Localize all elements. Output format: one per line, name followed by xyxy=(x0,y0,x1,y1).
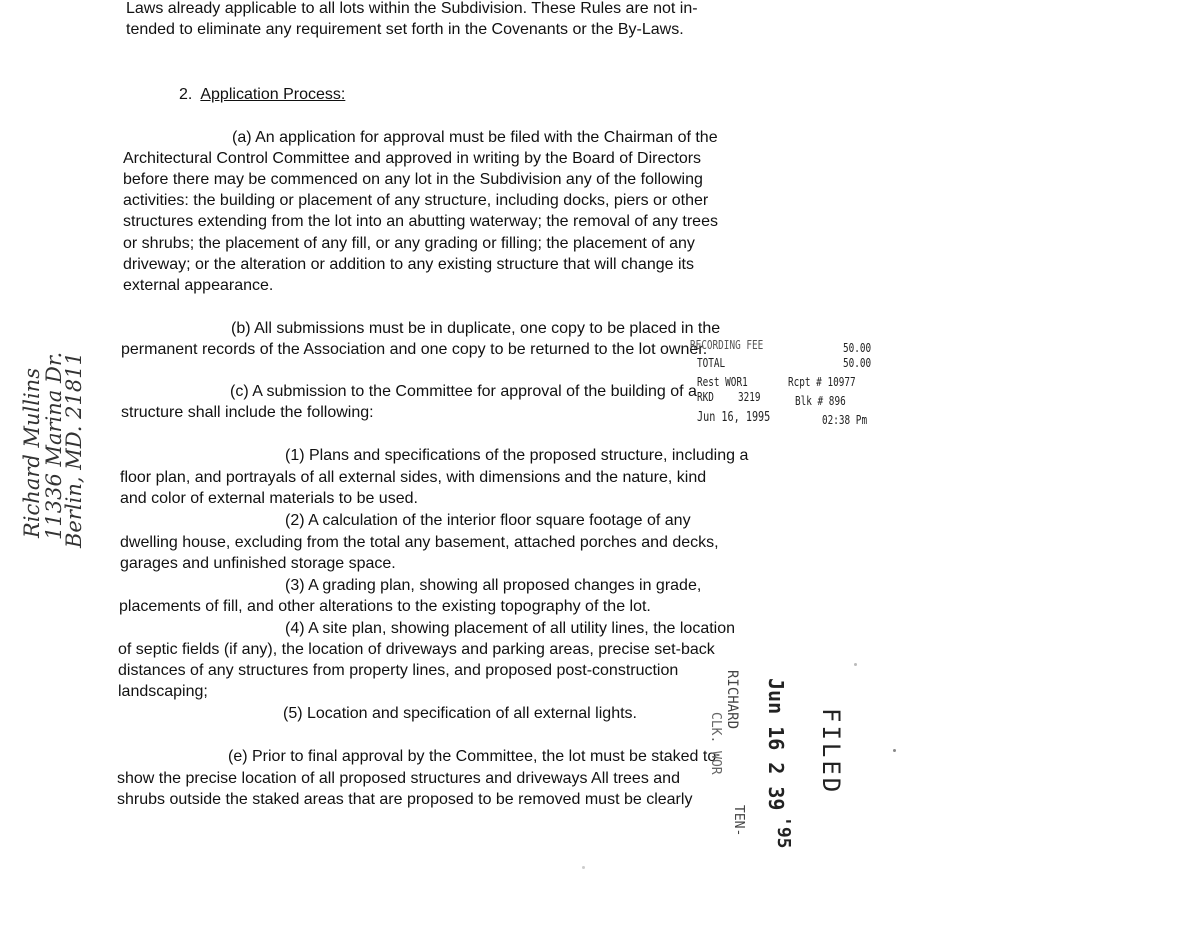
item-1-line: and color of external materials to be used. xyxy=(120,490,418,507)
section-number: 2. xyxy=(179,86,193,103)
item-2-line: garages and unfinished storage space. xyxy=(120,555,396,572)
clerk-name: RICHARD xyxy=(724,670,740,730)
clerk-suffix: TEN- xyxy=(731,805,746,837)
para-a-line: driveway; or the alteration or addition to any existing structure that will change its xyxy=(123,256,694,273)
item-4-line: distances of any structures from property lines, and proposed post-construction xyxy=(118,662,679,679)
receipt-date: Jun 16, 1995 xyxy=(697,410,771,425)
section-title: Application Process: xyxy=(200,86,346,103)
para-c-line: (c) A submission to the Committee for approval of the building of a xyxy=(230,383,697,400)
item-4-line: (4) A site plan, showing placement of all utility lines, the location xyxy=(285,620,736,637)
para-a-line: or shrubs; the placement of any fill, or any grading or filling; the placement of any xyxy=(123,235,695,252)
rkd-label: RKD xyxy=(697,390,714,404)
total-value: 50.00 xyxy=(843,356,872,370)
scan-speck xyxy=(582,866,585,869)
handwritten-street: 11336 Marina Dr. xyxy=(42,351,66,540)
item-3-line: (3) A grading plan, showing all proposed changes in grade, xyxy=(285,577,702,594)
section-heading xyxy=(179,84,345,105)
para-c-line: structure shall include the following: xyxy=(121,404,374,421)
item-4-line: landscaping; xyxy=(118,683,208,700)
receipt-time: 02:38 Pm xyxy=(822,413,868,427)
rest-label: Rest WOR1 xyxy=(697,375,748,389)
item-2-line: dwelling house, excluding from the total any basement, attached porches and decks, xyxy=(120,534,719,551)
scan-speck xyxy=(854,663,857,666)
item-3-line: placements of fill, and other alterations to the existing topography of the lot. xyxy=(119,598,651,615)
para-e-line: show the precise location of all proposed structures and driveways All trees and xyxy=(117,770,680,787)
para-b-line: (b) All submissions must be in duplicate, one copy to be placed in the xyxy=(231,320,721,337)
filed-label: FILED xyxy=(817,708,845,796)
para-a-line: activities: the building or placement of any structure, including docks, piers or other xyxy=(123,192,709,209)
recording-fee-label: RECORDING FEE xyxy=(690,338,764,352)
clerk-title: CLK. WOR xyxy=(708,712,723,775)
para-a-line: before there may be commenced on any lot in the Subdivision any of the following xyxy=(123,171,703,188)
receipt-number: Rcpt # 10977 xyxy=(788,375,856,389)
scan-speck xyxy=(893,749,896,752)
handwritten-name: Richard Mullins xyxy=(20,368,44,538)
filed-year: '95 xyxy=(773,816,794,849)
total-label: TOTAL xyxy=(697,356,726,370)
para-e-line: shrubs outside the staked areas that are proposed to be removed must be clearly xyxy=(117,791,693,808)
item-2-line: (2) A calculation of the interior floor square footage of any xyxy=(285,512,691,529)
item-1-line: floor plan, and portrayals of all external sides, with dimensions and the nature, kind xyxy=(120,469,707,486)
rkd-value: 3219 xyxy=(738,390,761,404)
para-a-line: external appearance. xyxy=(123,277,274,294)
item-1-line: (1) Plans and specifications of the proposed structure, including a xyxy=(285,447,749,464)
para-a-line: Architectural Control Committee and approved in writing by the Board of Directors xyxy=(123,150,702,167)
recording-fee-value: 50.00 xyxy=(843,341,872,355)
intro-line-2: tended to eliminate any requirement set forth in the Covenants or the By-Laws. xyxy=(126,21,684,38)
para-a-line: structures extending from the lot into an abutting waterway; the removal of any trees xyxy=(123,213,718,230)
para-a-line: (a) An application for approval must be filed with the Chairman of the xyxy=(232,129,718,146)
item-4-line: of septic fields (if any), the location of driveways and parking areas, precise set-back xyxy=(118,641,715,658)
block-number: Blk # 896 xyxy=(795,394,846,408)
filed-date: Jun 16 2 39 xyxy=(764,678,788,811)
para-b-line: permanent records of the Association and one copy to be returned to the lot owner. xyxy=(121,341,708,358)
intro-line-1: Laws already applicable to all lots within the Subdivision. These Rules are not in- xyxy=(126,0,698,17)
para-e-line: (e) Prior to final approval by the Committee, the lot must be staked to xyxy=(228,748,717,765)
item-5-line: (5) Location and specification of all external lights. xyxy=(283,705,637,722)
handwritten-city: Berlin, MD. 21811 xyxy=(62,352,86,548)
